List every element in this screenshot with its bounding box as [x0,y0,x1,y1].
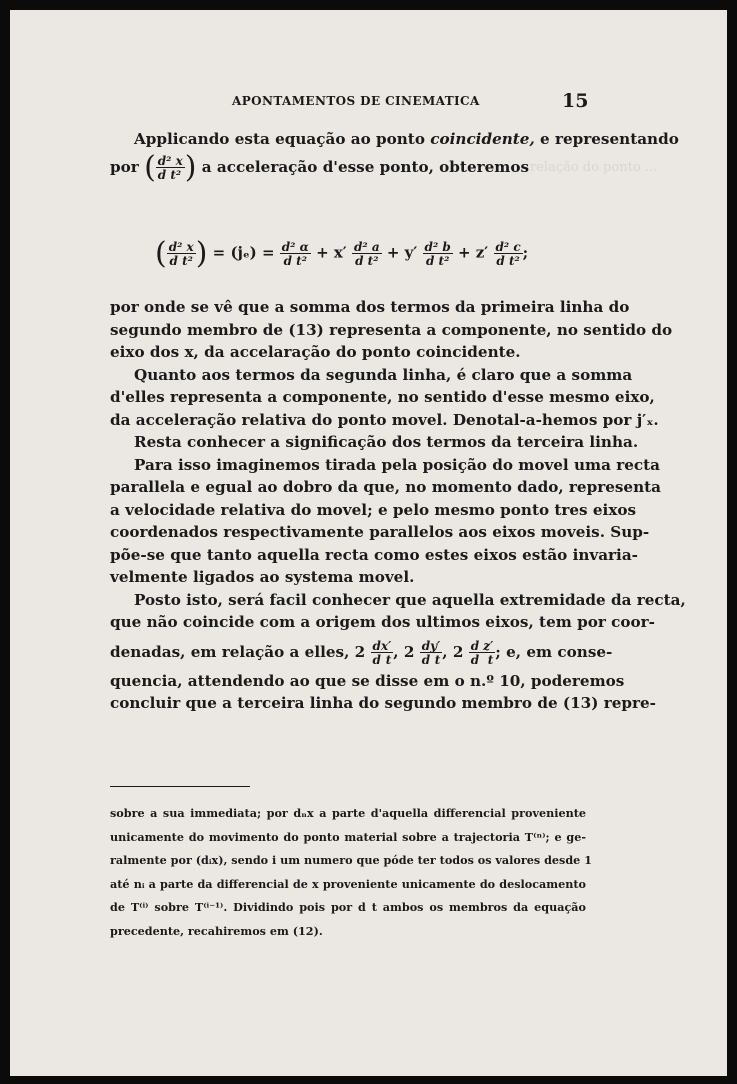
footnote-line: precedente, recahiremos em (12). [110,923,323,938]
body-line: Resta conhecer a significação dos termos da terceira linha. [134,433,639,451]
body-line: que não coincide com a origem dos ultimos eixos, tem por coor- [110,613,655,631]
body-line: põe-se que tanto aquella recta como estes eixos estão invaria- [110,545,638,564]
intro-line-1: Applicando esta equação ao ponto coincidente, e representando [134,130,679,148]
footnote-rule [110,786,250,787]
body-line: Quanto aos termos da segunda linha, é claro que a somma [134,365,633,384]
acceleration-fraction: $\frac{\text{d² x}}{\text{d t²}}$ [157,153,183,182]
intro-line-2: por ( $\frac{\text{d² x}}{\text{d t²}}$ ) a acceleração d'esse ponto, obteremos [110,149,530,185]
footnote-line: unicamente do movimento do ponto material sobre a trajectoria T⁽ⁿ⁾; e ge- [110,829,586,844]
show-through-text: relação do ponto ... [530,160,658,175]
body-line: velmente ligados ao systema movel. [110,568,415,586]
body-line: por onde se vê que a somma dos termos da primeira linha do [110,298,630,316]
body-line: da acceleração relativa do ponto movel. Denotal-a-hemos por j′ₓ. [110,410,659,429]
body-line: segundo membro de (13) representa a componente, no sentido do [110,320,673,339]
footnote-line: de T⁽ⁱ⁾ sobre T⁽ⁱ⁻¹⁾. Dividindo pois por d t ambos os membros da equação [110,900,586,914]
page-header [10,92,727,114]
body-line: concluir que a terceira linha do segundo membro de (13) repre- [110,694,656,712]
body-line: a velocidade relativa do movel; e pelo mesmo ponto tres eixos [110,500,637,519]
body-line: parallela e egual ao dobro da que, no momento dado, representa [110,478,661,496]
footnote-line: ralmente por (dᵢx), sendo i um numero que póde ter todos os valores desde 1 [110,853,592,867]
body-line: eixo dos x, da accelaração do ponto coincidente. [110,343,521,361]
body-text [110,296,686,715]
body-line: Posto isto, será facil conhecer que aquella extremidade da recta, [134,590,686,609]
running-title: APONTAMENTOS DE CINEMATICA [232,94,480,108]
document-page [10,10,727,1076]
body-line: d'elles representa a componente, no sentido d'esse mesmo eixo, [110,388,655,406]
footnote-line: sobre a sua immediata; por dₙx a parte d'aquella differencial proveniente [110,806,586,820]
body-line: Para isso imaginemos tirada pela posição do movel uma recta [134,455,661,474]
footnotes [110,802,592,943]
body-line: coordenados respectivamente parallelos aos eixos moveis. Sup- [110,523,650,541]
footnote-line: até nᵢ a parte da differencial de x proveniente unicamente do deslocamento [110,876,586,891]
page-number: 15 [562,90,589,112]
body-line: quencia, attendendo ao que se disse em o n.º 10, poderemos [110,671,625,690]
body-line-formula: denadas, em relação a elles, 2 $\frac{dx'}{\text{d t}}$ , 2 $\frac{dy'}{\text{d t}}$ , 2 $\frac{\text{d z′}}{\text{d t}}$ ; e, em conse- [110,638,613,667]
display-equation: ( $\frac{\text{d² x}}{\text{d t²}}$ ) = (jₑ) = $\frac{\text{d² α}}{\text{d t²}}$ + x′ $\frac{\text{d² a}}{\text{d t²}}$ + y′ $\frac{\text{d² b}}{\text{d t²}}$ + z′ $\frac{\text{d² c}}{\text{d t²}}$ ; [155,236,529,271]
